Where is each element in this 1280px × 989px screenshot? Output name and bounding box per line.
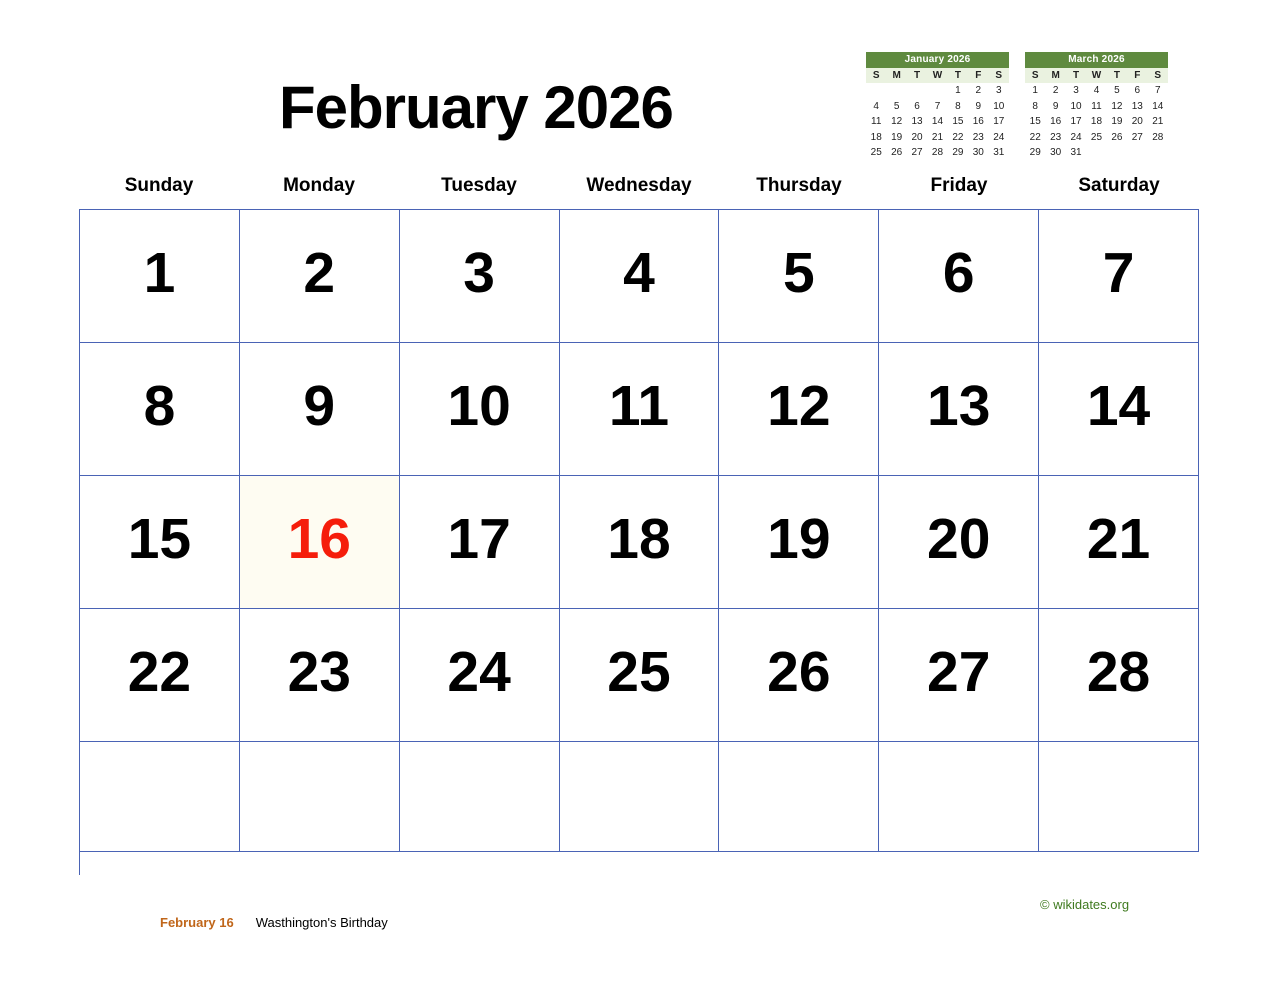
mini-day-cell: 31 [1070,147,1082,158]
day-number: 12 [767,374,831,439]
mini-calendars [866,52,1168,161]
mini-day-cell: 7 [1154,85,1161,96]
day-cell[interactable] [879,609,1039,742]
day-cell[interactable] [400,476,560,609]
mini-day-cell: 22 [952,131,964,143]
mini-calendar-title: January 2026 [866,52,1009,68]
mini-weekday-initial: M [886,68,906,83]
day-number: 7 [1102,241,1135,306]
mini-weekday-initial: F [968,68,988,83]
mini-day-cell: 21 [931,131,944,143]
mini-day-cell: 8 [955,100,961,112]
mini-day-cell [1148,145,1168,161]
mini-weekday-initial: S [989,68,1009,83]
day-number: 28 [1086,640,1151,705]
mini-day-cell: 24 [1070,131,1082,143]
day-cell[interactable] [1039,609,1199,742]
day-cell[interactable] [240,609,400,742]
mini-day-cell: 19 [891,131,903,143]
mini-day-cell: 27 [911,147,923,158]
event-name: Wasthington's Birthday [255,915,388,930]
weekday-label-friday: Friday [930,175,988,196]
day-number: 18 [607,507,671,572]
day-number: 20 [927,507,991,572]
day-number: 24 [447,640,511,705]
weekday-label-monday: Monday [283,175,355,196]
weekday-label-wednesday: Wednesday [586,175,692,196]
mini-day-cell: 18 [870,131,882,143]
mini-day-cell: 20 [1131,116,1143,127]
mini-day-cell: 11 [871,116,882,127]
day-cell[interactable] [80,609,240,742]
weekday-label-tuesday: Tuesday [441,175,517,196]
day-number: 11 [608,374,670,439]
day-cell[interactable] [1039,210,1199,343]
mini-day-cell: 17 [1070,116,1082,127]
day-cell-empty [560,742,720,852]
mini-weekday-initial: T [907,68,927,83]
mini-weekday-initial: W [1086,68,1106,83]
day-cell[interactable] [400,343,560,476]
mini-weekday-initial: S [1025,68,1045,83]
day-cell-empty [719,742,879,852]
mini-day-cell: 9 [1052,100,1059,112]
mini-day-cell: 25 [870,147,882,158]
mini-day-cell: 16 [972,116,984,127]
event-list [160,915,388,930]
mini-day-cell: 13 [911,116,923,127]
mini-day-cell [907,83,927,99]
mini-day-cell [1127,145,1147,161]
mini-day-cell: 9 [975,100,982,112]
mini-day-cell: 4 [1093,85,1100,96]
mini-calendar [1025,52,1168,161]
day-number: 27 [927,640,991,705]
mini-day-cell: 12 [891,116,903,127]
day-number: 10 [447,374,511,439]
mini-day-cell [866,83,886,99]
mini-day-cell: 3 [995,85,1002,96]
mini-day-cell: 31 [993,147,1005,158]
day-cell[interactable] [80,343,240,476]
day-cell-empty [80,742,240,852]
mini-day-cell: 15 [1029,116,1041,127]
mini-day-cell: 21 [1152,116,1164,127]
event-date: February 16 [160,915,234,930]
day-cell[interactable] [560,476,720,609]
calendar-grid [79,209,1199,875]
site-credit [1040,897,1129,912]
day-number: 1 [143,241,176,306]
mini-weekday-initial: T [948,68,968,83]
mini-day-cell: 2 [975,85,982,96]
mini-day-cell [1107,145,1127,161]
day-number: 21 [1086,507,1151,572]
mini-calendar [866,52,1009,161]
mini-day-cell: 1 [955,85,961,96]
mini-day-cell: 4 [873,100,879,112]
day-number: 22 [127,640,192,705]
credit-text: © wikidates.org [1040,897,1130,912]
mini-day-cell: 20 [911,131,923,143]
mini-day-cell [927,83,947,99]
day-number: 15 [127,507,192,572]
day-cell-empty [879,742,1039,852]
mini-day-cell: 10 [993,100,1005,112]
mini-day-cell: 15 [952,116,964,127]
day-number: 19 [767,507,831,572]
day-cell[interactable] [719,343,879,476]
mini-day-cell: 29 [1029,147,1041,158]
page-title: February 2026 [279,74,673,141]
day-cell-empty [400,742,560,852]
mini-day-cell: 5 [893,100,900,112]
mini-weekday-initial: M [1045,68,1065,83]
mini-day-cell: 16 [1050,116,1062,127]
weekday-header-row [79,175,1199,209]
day-number: 26 [767,640,831,705]
mini-day-cell: 11 [1091,100,1102,112]
day-number: 2 [303,241,336,306]
mini-weekday-initial: S [1148,68,1168,83]
mini-weekday-initial: S [866,68,886,83]
mini-day-cell: 12 [1111,100,1123,112]
mini-day-cell: 8 [1032,100,1038,112]
mini-day-cell: 19 [1111,116,1123,127]
day-cell[interactable] [1039,343,1199,476]
day-number: 25 [607,640,671,705]
day-cell[interactable] [240,210,400,343]
mini-day-cell [886,83,906,99]
day-number: 13 [927,374,991,439]
mini-day-cell: 23 [972,131,984,143]
day-cell-empty [240,742,400,852]
day-cell[interactable] [879,343,1039,476]
day-number: 17 [447,507,511,572]
calendar-header [0,0,1280,175]
mini-day-cell: 14 [931,116,944,127]
mini-calendar-title: March 2026 [1025,52,1168,68]
mini-day-cell: 7 [934,100,941,112]
mini-day-cell: 28 [1152,131,1164,143]
day-cell[interactable] [560,343,720,476]
mini-weekday-initial: W [927,68,947,83]
day-number: 3 [463,241,495,306]
mini-weekday-initial: T [1066,68,1086,83]
day-number: 16 [287,507,351,572]
day-cell[interactable] [400,609,560,742]
mini-day-cell: 24 [993,131,1005,143]
mini-day-cell: 6 [914,100,920,112]
mini-day-cell: 30 [1050,147,1062,158]
mini-day-cell: 10 [1070,100,1082,112]
day-number: 23 [287,640,351,705]
day-cell[interactable] [80,476,240,609]
weekday-label-thursday: Thursday [756,175,842,196]
day-cell[interactable] [1039,476,1199,609]
day-cell[interactable] [719,210,879,343]
day-cell[interactable] [560,609,720,742]
day-cell[interactable] [879,210,1039,343]
mini-day-cell: 26 [891,147,903,158]
weekday-label-saturday: Saturday [1078,175,1160,196]
mini-day-cell: 1 [1032,85,1038,96]
mini-day-cell [1086,145,1106,161]
mini-weekday-initial: F [1127,68,1147,83]
day-cell[interactable] [240,343,400,476]
day-cell[interactable] [719,609,879,742]
mini-day-cell: 3 [1073,85,1079,96]
mini-day-cell: 2 [1052,85,1059,96]
mini-day-cell: 5 [1114,85,1120,96]
mini-day-cell: 23 [1050,131,1062,143]
day-cell[interactable] [719,476,879,609]
mini-day-cell: 27 [1131,131,1143,143]
day-cell[interactable] [560,210,720,343]
mini-day-cell: 30 [972,147,984,158]
mini-day-cell: 22 [1029,131,1041,143]
mini-day-cell: 18 [1090,116,1103,127]
mini-weekday-initial: T [1107,68,1127,83]
mini-day-cell: 28 [931,147,944,158]
mini-day-cell: 26 [1111,131,1123,143]
mini-day-cell: 29 [952,147,964,158]
weekday-label-sunday: Sunday [124,175,194,196]
mini-day-cell: 6 [1134,85,1141,96]
mini-day-cell: 14 [1152,100,1164,112]
mini-day-cell: 17 [993,116,1005,127]
mini-day-cell: 13 [1131,100,1143,112]
mini-day-cell: 25 [1090,131,1103,143]
day-number: 8 [143,374,176,439]
day-cell[interactable] [80,210,240,343]
day-number: 5 [782,241,815,306]
day-cell[interactable] [879,476,1039,609]
day-number: 6 [942,241,975,306]
day-number: 14 [1086,374,1151,439]
day-number: 4 [623,241,655,306]
day-cell[interactable] [400,210,560,343]
day-number: 9 [303,374,336,439]
day-cell[interactable] [240,476,400,609]
day-cell-empty [1039,742,1199,852]
